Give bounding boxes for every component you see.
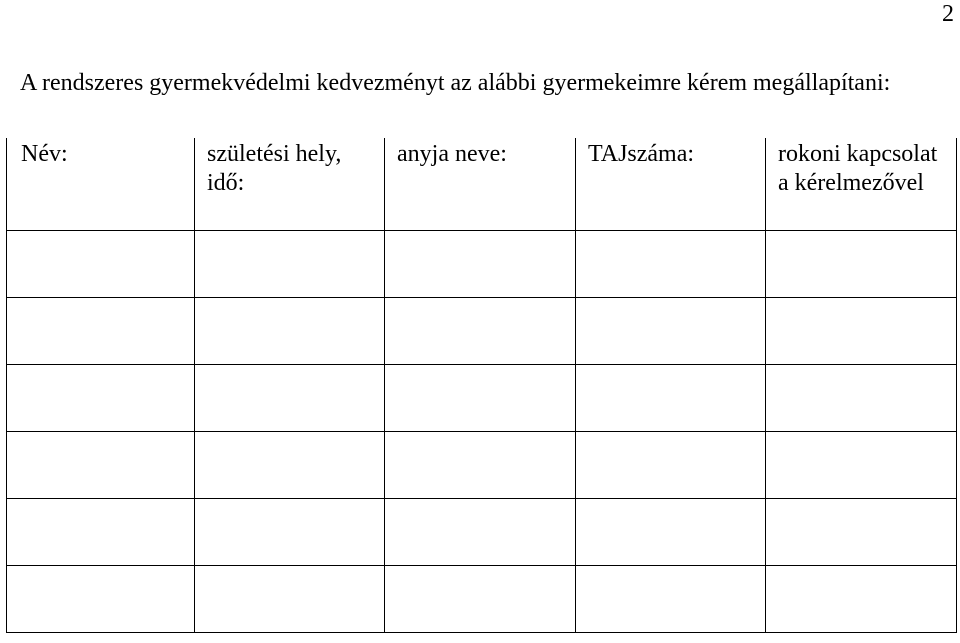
table-cell[interactable]	[766, 565, 957, 632]
table-cell[interactable]	[385, 498, 576, 565]
table-cell[interactable]	[195, 498, 385, 565]
header-relationship: rokoni kapcsolat a kérelmezővel	[766, 138, 957, 230]
header-taj-number: TAJszáma:	[576, 138, 766, 230]
table-cell[interactable]	[766, 230, 957, 297]
table-cell[interactable]	[385, 297, 576, 364]
table-row	[7, 230, 957, 297]
intro-text: A rendszeres gyermekvédelmi kedvezményt az alábbi gyermekeimre kérem megállapítani:	[20, 70, 891, 96]
table-cell[interactable]	[7, 230, 195, 297]
table-row	[7, 431, 957, 498]
table-row	[7, 364, 957, 431]
table-cell[interactable]	[385, 431, 576, 498]
table-header-row	[7, 138, 957, 230]
table-cell[interactable]	[7, 565, 195, 632]
table-cell[interactable]	[766, 498, 957, 565]
table-row	[7, 565, 957, 632]
table-cell[interactable]	[7, 297, 195, 364]
table-cell[interactable]	[385, 364, 576, 431]
table-cell[interactable]	[576, 230, 766, 297]
table-row	[7, 297, 957, 364]
header-mother-name: anyja neve:	[385, 138, 576, 230]
table-cell[interactable]	[576, 364, 766, 431]
table-cell[interactable]	[576, 431, 766, 498]
table-cell[interactable]	[7, 498, 195, 565]
table-cell[interactable]	[7, 431, 195, 498]
children-table	[6, 138, 957, 633]
table-cell[interactable]	[576, 565, 766, 632]
table-row	[7, 498, 957, 565]
table-cell[interactable]	[195, 297, 385, 364]
table-cell[interactable]	[766, 364, 957, 431]
table-cell[interactable]	[766, 297, 957, 364]
table-cell[interactable]	[195, 431, 385, 498]
table-cell[interactable]	[195, 565, 385, 632]
table-cell[interactable]	[7, 364, 195, 431]
table-cell[interactable]	[195, 230, 385, 297]
table-cell[interactable]	[576, 297, 766, 364]
table-cell[interactable]	[385, 565, 576, 632]
header-birth-place-date: születési hely, idő:	[195, 138, 385, 230]
table-cell[interactable]	[195, 364, 385, 431]
page-number: 2	[942, 1, 954, 27]
table-cell[interactable]	[576, 498, 766, 565]
header-name: Név:	[7, 138, 195, 230]
table-cell[interactable]	[385, 230, 576, 297]
table-cell[interactable]	[766, 431, 957, 498]
